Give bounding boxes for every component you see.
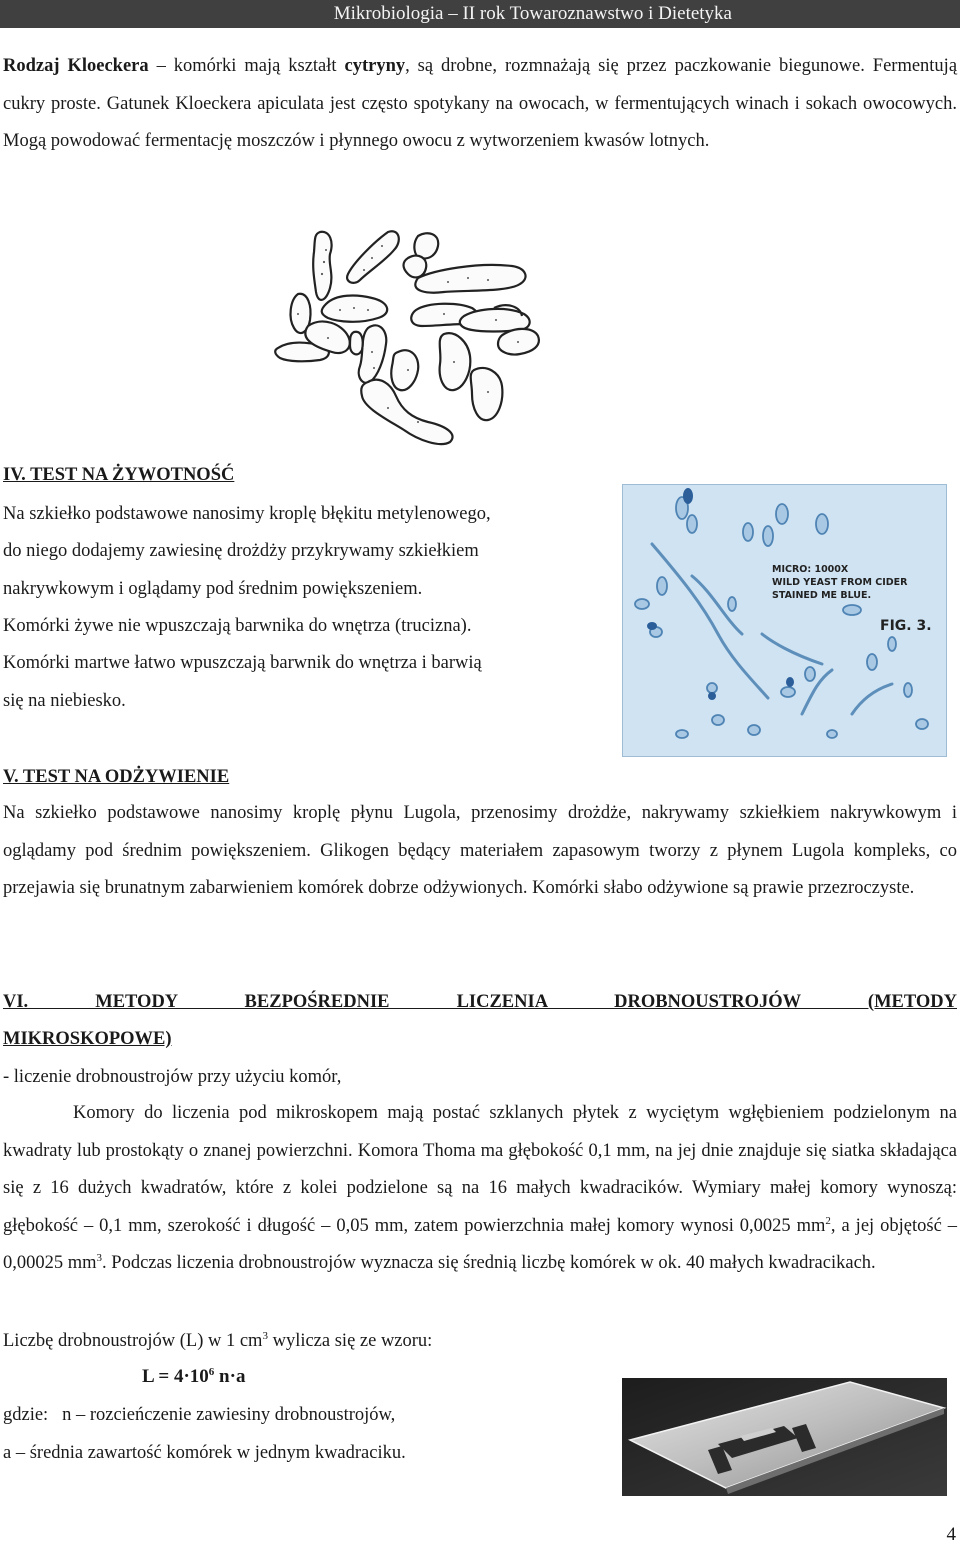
section-6-bullet: - liczenie drobnoustrojów przy użyciu komór,: [3, 1067, 342, 1087]
header-title: Mikrobiologia – II rok Towaroznawstwo i Dietetyka: [333, 3, 732, 24]
section-5-paragraph: Na szkiełko podstawowe nanosimy kroplę płynu Lugola, przenosimy drożdże, nakrywamy szkiełkiem nakrywkowym i oglądamy pod średnim powiększeniem. Glikogen będący materiałem zapasowym tworzy z płynem Lugola kompleks, co przejawia się brunatnym zabarwieniem komórek dobrze odżywionych. Komórki słabo odżywione są prawie przezroczyste.: [3, 803, 957, 898]
section-4-line: Komórki żywe nie wpuszczają barwnika do wnętrza (trucizna).: [3, 616, 472, 636]
counting-chamber-text-c: . Podczas liczenia drobnoustrojów wyznacza się średnią liczbę komórek w ok. 40 małych kwadracikach.: [102, 1253, 876, 1273]
volume-unit-exponent: 3: [96, 1252, 103, 1264]
section-6-heading: VI. METODY BEZPOŚREDNIE LICZENIA DROBNOUSTROJÓW (METODY: [3, 992, 957, 1012]
formula-intro-text-end: wylicza się ze wzoru:: [267, 1331, 433, 1351]
formula-exponent: 6: [208, 1366, 215, 1378]
kloeckera-text-1: – komórki mają kształt: [156, 56, 337, 76]
stained-yeast-micrograph: [622, 484, 947, 757]
formula-intro-exponent: 3: [262, 1330, 268, 1342]
section-4-line: Na szkiełko podstawowe nanosimy kroplę błękitu metylenowego,: [3, 504, 491, 524]
section-4-line: Komórki martwe łatwo wpuszczają barwnik do wnętrza i barwią: [3, 653, 482, 673]
kloeckera-cells-drawing: [268, 222, 568, 447]
formula-text-end: n·a: [214, 1366, 246, 1387]
formula-intro-text: Liczbę drobnoustrojów (L) w 1 cm: [3, 1331, 263, 1351]
lemon-shape: cytryny: [344, 56, 406, 76]
micrograph-caption-3: STAINED ME BLUE.: [772, 590, 872, 601]
section-4-heading: IV. TEST NA ŻYWOTNOŚĆ: [3, 465, 235, 485]
genus-label: Rodzaj: [3, 56, 60, 76]
section-4-line: się na niebiesko.: [3, 691, 126, 711]
genus-name: Kloeckera: [67, 56, 149, 76]
micrograph-caption-1: MICRO: 1000X: [772, 564, 849, 575]
formula-text: L = 4·10: [142, 1366, 209, 1387]
micrograph-fig-label: FIG. 3.: [880, 618, 932, 634]
formula-legend-a: a – średnia zawartość komórek w jednym kwadraciku.: [3, 1443, 406, 1463]
counting-chamber-photo: [622, 1378, 947, 1496]
formula-intro: [3, 1331, 432, 1352]
area-unit-exponent: 2: [825, 1214, 831, 1227]
kloeckera-paragraph: [3, 48, 957, 161]
kloeckera-text-2: , są drobne, rozmnażają się przez paczkowanie biegunowe. Fermentują cukry proste. Gatunek Kloeckera apiculata jest często spotykany na owocach, w fermentujących winach i sokach owocowych. Mogą powodować fermentację moszczów i płynnego owocu z wytworzeniem kwasów lotnych.: [3, 56, 958, 151]
page-header: [0, 0, 960, 28]
section-4-line: nakrywkowym i oglądamy pod średnim powiększeniem.: [3, 579, 423, 599]
section-4-line: do niego dodajemy zawiesinę drożdży przykrywamy szkiełkiem: [3, 541, 479, 561]
cell-count-formula: [142, 1366, 245, 1388]
micrograph-caption-2: WILD YEAST FROM CIDER: [772, 577, 908, 588]
counting-chamber-text-a: Komory do liczenia pod mikroskopem mają postać szklanych płytek z wyciętym wgłębieniem podzielonym na kwadraty lub prostokąty o znanej powierzchni. Komora Thoma ma głębokość 0,1 mm, na jej dnie znajduje się siatka składająca się z 16 dużych kwadratów, które z kolei podzielone są na 16 małych kwadracików. Wymiary małej komory wynoszą: głębokość – 0,1 mm, szerokość i długość – 0,05 mm, zatem powierzchnia małej komory wynosi 0,0025 mm: [3, 1103, 957, 1236]
formula-legend-n: gdzie: n – rozcieńczenie zawiesiny drobnoustrojów,: [3, 1405, 396, 1425]
counting-chamber-text-b: , a jej objętość – 0,00025 mm: [3, 1215, 958, 1273]
section-6-heading-cont: MIKROSKOPOWE): [3, 1029, 172, 1049]
page-number: 4: [946, 1524, 956, 1545]
section-5-heading: V. TEST NA ODŻYWIENIE: [3, 767, 230, 787]
section-6-paragraph: [3, 1095, 957, 1283]
